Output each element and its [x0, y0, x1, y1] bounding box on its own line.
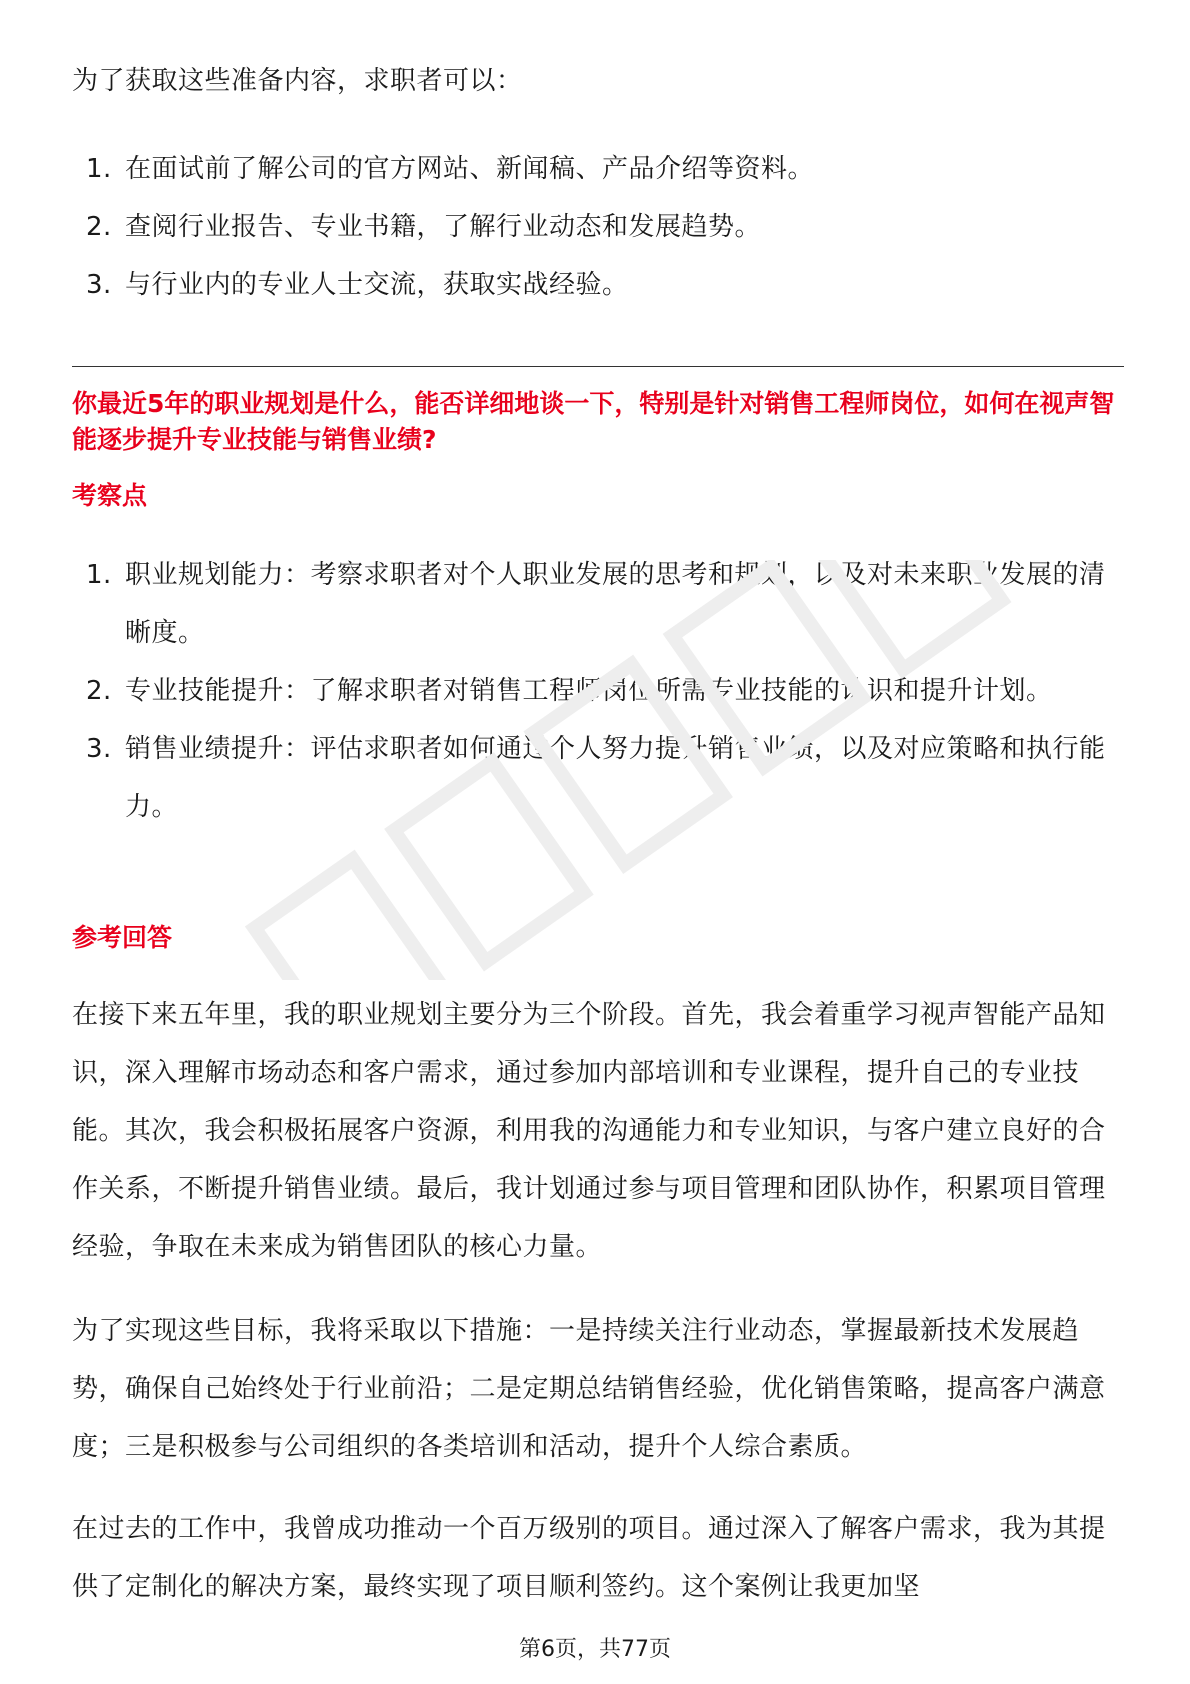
answer-paragraph: 在过去的工作中，我曾成功推动一个百万级别的项目。通过深入了解客户需求，我为其提供了定制化的解决方案，最终实现了项目顺利签约。这个案例让我更加坚	[72, 1514, 1106, 1602]
list-item: 1. 职业规划能力：考察求职者对个人职业发展的思考和规划，以及对未来职业发展的清晰度。	[86, 560, 1106, 648]
focus-heading: 考察点	[72, 481, 148, 510]
page-number: 第6页，共77页	[519, 1637, 671, 1662]
list-item: 3. 销售业绩提升：评估求职者如何通过个人努力提升销售业绩，以及对应策略和执行能力。	[86, 734, 1106, 822]
answer-heading: 参考回答	[72, 923, 173, 952]
list-item: 3. 与行业内的专业人士交流，获取实战经验。	[86, 270, 629, 300]
list-item: 2. 专业技能提升：了解求职者对销售工程师岗位所需专业技能的认识和提升计划。	[86, 676, 1053, 706]
answer-paragraph: 为了实现这些目标，我将采取以下措施：一是持续关注行业动态，掌握最新技术发展趋势，确保自己始终处于行业前沿；二是定期总结销售经验，优化销售策略，提高客户满意度；三是积极参与公司组织的各类培训和活动，提升个人综合素质。	[72, 1316, 1106, 1462]
focus-list	[72, 546, 1124, 836]
list-item: 1. 在面试前了解公司的官方网站、新闻稿、产品介绍等资料。	[86, 154, 815, 184]
intro-text: 为了获取这些准备内容，求职者可以：	[72, 66, 523, 96]
list-item: 2. 查阅行业报告、专业书籍，了解行业动态和发展趋势。	[86, 212, 762, 242]
question-heading: 你最近5年的职业规划是什么，能否详细地谈一下，特别是针对销售工程师岗位，如何在视声智能逐步提升专业技能与销售业绩?	[72, 389, 1115, 454]
answer-paragraph: 在接下来五年里，我的职业规划主要分为三个阶段。首先，我会着重学习视声智能产品知识，深入理解市场动态和客户需求，通过参加内部培训和专业课程，提升自己的专业技能。其次，我会积极拓展客户资源，利用我的沟通能力和专业知识，与客户建立良好的合作关系，不断提升销售业绩。最后，我计划通过参与项目管理和团队协作，积累项目管理经验，争取在未来成为销售团队的核心力量。	[72, 1000, 1106, 1262]
section-divider	[72, 366, 1124, 367]
prep-list	[72, 140, 1124, 314]
